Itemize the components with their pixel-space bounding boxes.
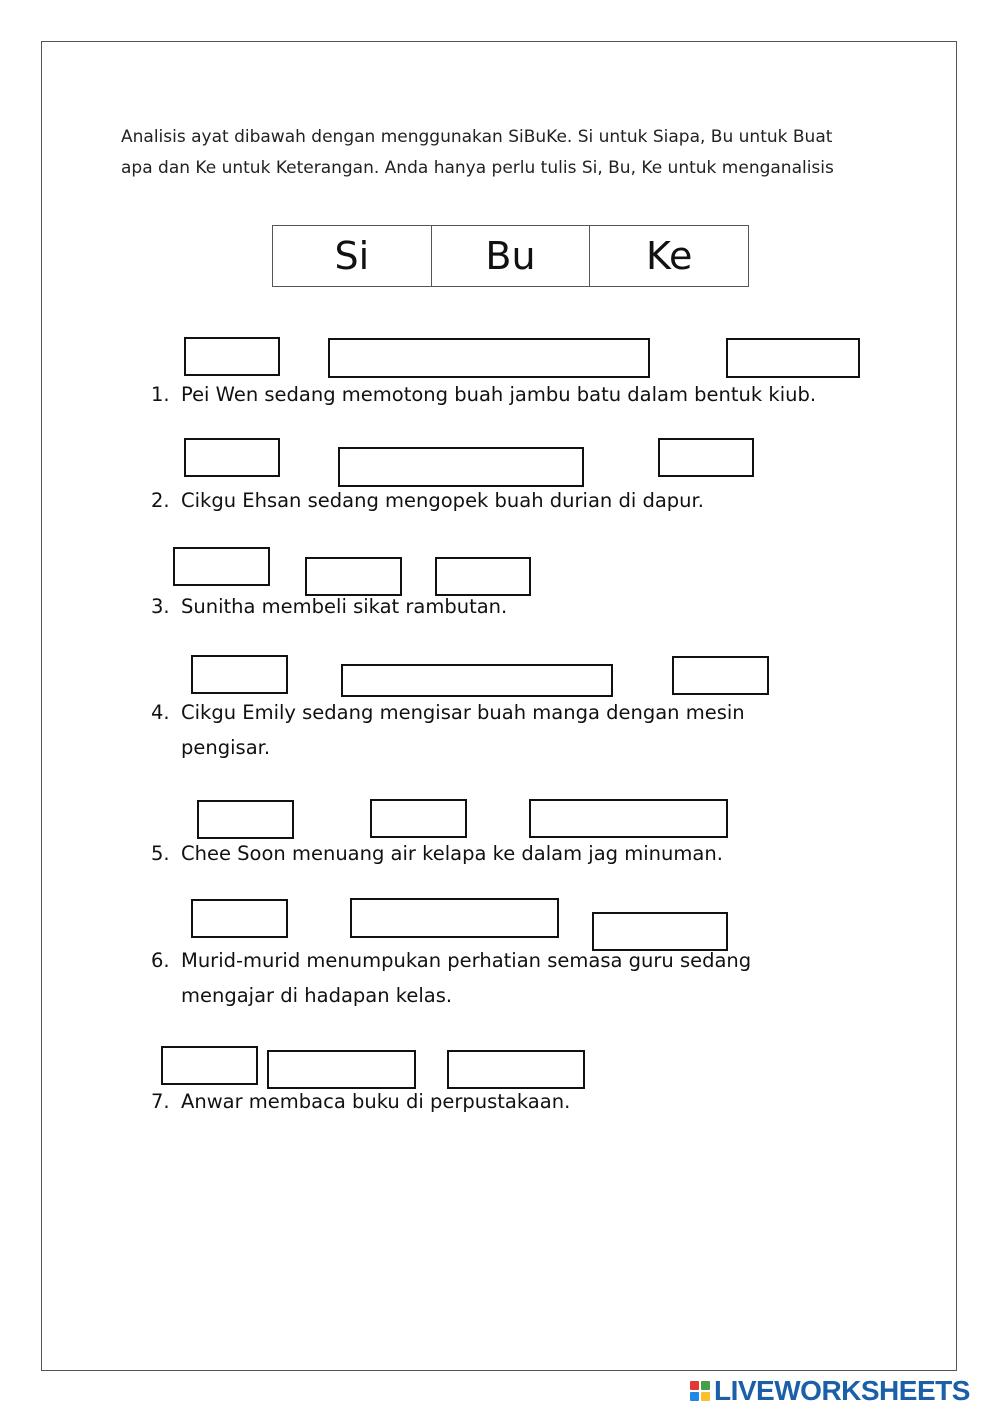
- answer-box-q2-1[interactable]: [184, 438, 280, 477]
- instructions-text: Analisis ayat dibawah dengan menggunakan SiBuKe. Si untuk Siapa, Bu untuk Buat apa dan Ke untuk Keterangan. Anda hanya perlu tulis Si, Bu, Ke untuk menganalisis: [121, 127, 834, 178]
- answer-box-q1-1[interactable]: [184, 337, 280, 376]
- question-text: Cikgu Emily sedang mengisar buah manga dengan mesin pengisar.: [181, 701, 745, 759]
- question-number: 2.: [151, 489, 170, 512]
- question-text: Cikgu Ehsan sedang mengopek buah durian di dapur.: [181, 489, 704, 512]
- legend-si: Si: [273, 226, 432, 287]
- answer-box-q6-1[interactable]: [191, 899, 288, 938]
- answer-box-q2-3[interactable]: [658, 438, 754, 477]
- question-text: Anwar membaca buku di perpustakaan.: [181, 1090, 571, 1113]
- answer-box-q3-1[interactable]: [173, 547, 270, 586]
- answer-box-q7-1[interactable]: [161, 1046, 258, 1085]
- answer-box-q1-3[interactable]: [726, 338, 860, 378]
- answer-box-q2-2[interactable]: [338, 447, 584, 487]
- answer-box-q4-2[interactable]: [341, 664, 613, 697]
- liveworksheets-logo-text: LIVEWORKSHEETS: [714, 1375, 970, 1406]
- answer-box-q1-2[interactable]: [328, 338, 650, 378]
- liveworksheets-logo-icon: [690, 1381, 710, 1401]
- question-text: Chee Soon menuang air kelapa ke dalam jag minuman.: [181, 842, 723, 865]
- question-number: 6.: [151, 949, 170, 972]
- liveworksheets-logo: [690, 1373, 970, 1409]
- question-text: Sunitha membeli sikat rambutan.: [181, 595, 508, 618]
- question-number: 4.: [151, 701, 170, 724]
- answer-box-q5-2[interactable]: [370, 799, 467, 838]
- question-text: Pei Wen sedang memotong buah jambu batu dalam bentuk kiub.: [181, 383, 817, 406]
- question-number: 1.: [151, 383, 170, 406]
- question-number: 3.: [151, 595, 170, 618]
- question-text: Murid-murid menumpukan perhatian semasa guru sedang mengajar di hadapan kelas.: [181, 949, 752, 1007]
- answer-box-q4-3[interactable]: [672, 656, 769, 695]
- answer-box-q5-3[interactable]: [529, 799, 728, 838]
- legend-ke: Ke: [590, 226, 749, 287]
- answer-box-q5-1[interactable]: [197, 800, 294, 839]
- question-number: 5.: [151, 842, 170, 865]
- answer-box-q4-1[interactable]: [191, 655, 288, 694]
- question-number: 7.: [151, 1090, 170, 1113]
- answer-box-q6-2[interactable]: [350, 898, 559, 938]
- sibuke-legend-table: [272, 225, 749, 287]
- legend-bu: Bu: [431, 226, 590, 287]
